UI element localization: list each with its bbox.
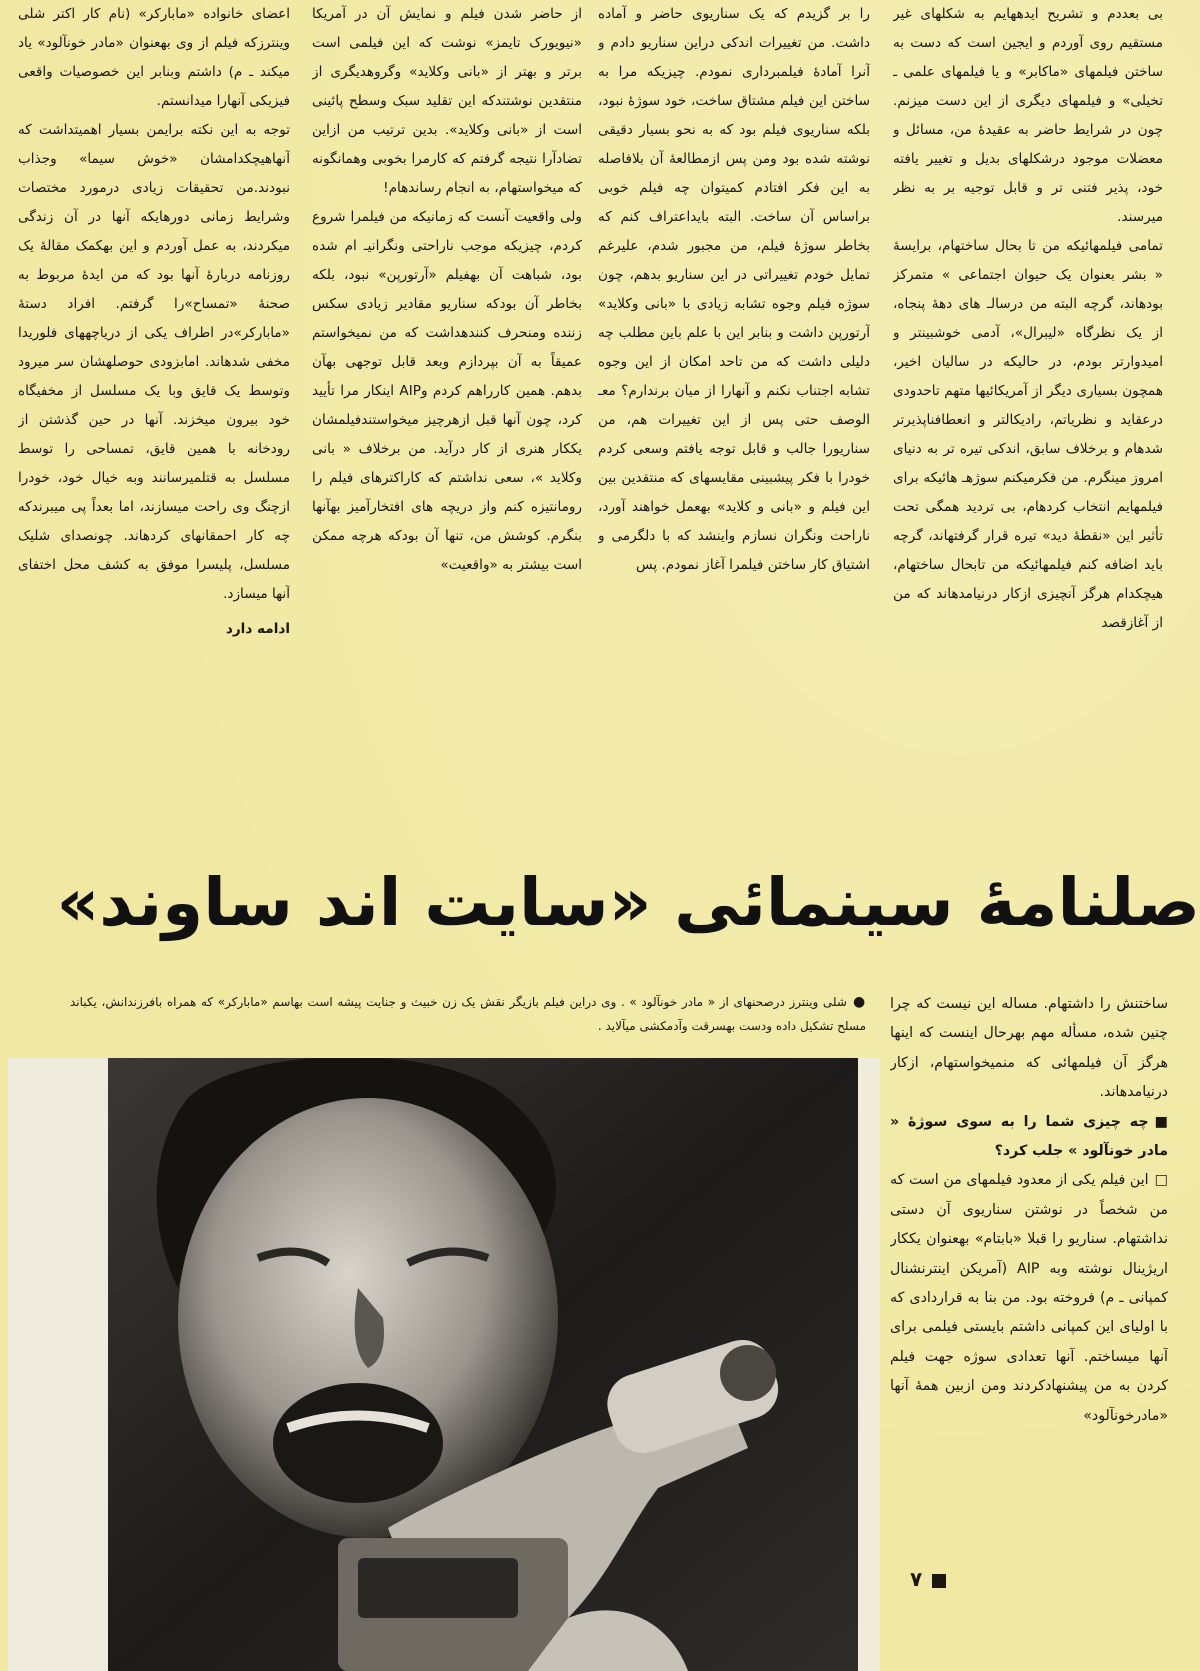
caption-text: شلی وینترز درصحنهای از « مادر خونآلود » . وی دراین فیلم بازیگر نقش یک زن خبیث و جنایت پیشه است بهاسم «مابارکر» که همراه بافرزندانش، یکباند مسلح تشکیل داده ودست بهسرقت وآدمکشی میآلاید . xyxy=(70,995,866,1033)
paragraph: اعضای خانواده «مابارکر» (نام کار اکتر شلی وینترزکه فیلم از وی بهعنوان «مادر خونآلود» یاد میکند ـ م) داشتم وبنابر این خصوصیات واقعی فیزیکی آنهارا میدانستم. xyxy=(18,6,290,109)
interview-question: ■چه چیزی شما را به سوی سوژهٔ « مادر خونآلود » جلب کرد؟ xyxy=(890,1108,1168,1167)
bullet-icon: ● xyxy=(852,994,867,1010)
square-icon xyxy=(932,1574,946,1588)
paragraph: ولی واقعیت آنست که زمانیکه من فیلمرا شروع کردم، چیزیکه موجب ناراحتی ونگرانیـ ام شده بود، شباهت آن بهفیلم «آرتورپن» نبود، بلکه بخاطر آن بودکه سناریو مقادیر زیادی سکس زننده ومنحرف کنندهداشت که من نمیخواستم عمیقاً به آن بپردازم وبعد قابل توجهی بهآن بدهم. همین کارراهم کردم وAIP اینکار مرا تأیید کرد، چون آنها قبل ازهرچیز میخواستندفیلمشان یککار هنری از کار درآید. من برخلاف « بانی وکلاید »، سعی نداشتم که کاراکترهای فیلم را رومانتیزه کنم واز دریچه های افتخارآمیز بهآنها بنگرم. کوشش من، تنها آن بودکه هرچه ممکن است بیشتر به «واقعیت» xyxy=(312,209,582,573)
woman-with-gun-illustration xyxy=(8,1058,880,1671)
paragraph: ساختنش را داشتهام. مساله این نیست که چرا چنین شده، مسأله مهم بهرحال اینست که اینها هرگز آن فیلمهائی که منمیخواستهام، ازکار درنیامدهاند. xyxy=(890,996,1168,1101)
interview-answer: □این فیلم یکی از معدود فیلمهای من است که من شخصاً در نوشتن سناریوی آن دستی نداشتهام. سناریو را قبلا «بابتام» بهعنوان یککار اریژینال نوشته وبه AIP (آمریکن اینترنشنال کمپانی ـ م) فروخته بود. من بنا به قراردادی که با اولیای این کمپانی داشتم بایستی فیلمی برای آنها میساختم. آنها تعدادی سوژه جهت فیلم کردن به من پیشنهادکردند ومن ازبین همهٔ آنها «مادرخونآلود» xyxy=(890,1166,1168,1431)
paragraph: از حاضر شدن فیلم و نمایش آن در آمریکا «نیویورک تایمز» نوشت که این فیلمی است برتر و بهتر از «بانی وکلاید» وگروهدیگری از منتقدین نوشتندکه این تقلید سبک وسطح پائینی است از «بانی وکلاید». بدین ترتیب من ازاین تضادآرا نتیجه گرفتم که کارمرا بخوبی وهمانگونه که میخواستهام، به انجام رساندهام! xyxy=(312,6,582,196)
filled-square-icon: ■ xyxy=(1154,1113,1168,1130)
continued-note: ادامه دارد xyxy=(225,621,290,637)
text-column-4 xyxy=(18,0,290,850)
text-column-1 xyxy=(893,0,1163,850)
photo-caption xyxy=(70,990,866,1038)
paragraph: تمامی فیلمهائیکه من تا بحال ساختهام، برایسهٔ « بشر بعنوان یک حیوان اجتماعی » متمرکز بودهاند، گرچه البته من درسالـ های دههٔ پنجاه، از یک نظرگاه «لیبرال»، آدمی خوشبینتر و امیدوارتر بودم، در حالیکه در سالیان اخیر، همچون بسیاری دیگر از آمریکائیها متهم تاحدودی درعقاید و نظریاتم، رادیکالتر و انعطافناپذیرتر شدهام و برخلاف سابق، اندکی تیره تر به دنیای امروز مینگرم. من فکرمیکنم سوژهـ هائیکه برای فیلمهایم انتخاب کردهام، بی تردید همگی تحت تأثیر این «نقطهٔ دید» تیره قرار گرفتهاند، گرچه باید اضافه کنم فیلمهائیکه من تابحال ساختهام، هیچکدام هرگز آنچیزی ازکار درنیامدهاند که من از آغازقصد xyxy=(893,238,1163,631)
paragraph: را بر گزیدم که یک سناریوی حاضر و آماده داشت. من تغییرات اندکی دراین سناریو دادم و آنرا آمادهٔ فیلمبرداری نمودم. چیزیکه مرا به ساختن این فیلم مشتاق ساخت، خود سوژهٔ نبود، بلکه سناریوی فیلم بود که به نحو بسیار دقیقی نوشته شده بود ومن پس ازمطالعهٔ آن بلافاصله به این فکر افتادم کمیتوان چه فیلم خوبی براساس آن ساخت. البته بایداعتراف کنم که بخاطر سوژهٔ فیلم، من مجبور شدم، علیرغم تمایل خودم تغییراتی در این سناریو بدهم، چون سوژه فیلم وجوه تشابه زیادی با «بانی وکلاید» آرتورپن داشت و بنابر این با علم باین مطلب چه دلیلی داشت که من تاحد امکان از این وجوه تشابه اجتناب نکنم و آنهارا از میان برندارم؟ معـ الوصف حتی پس از این تغییرات هم، من سناریورا جالب و قابل توجه یافتم وسعی کردم خودرا با فکر پیشبینی مقایسهای که منتقدین بین این فیلم و «بانی و کلاید» بهعمل خواهند آورد، ناراحت ونگران نسازم واینشد که با دلگرمی و اشتیاق کار ساختن فیلمرا آغاز نمودم. پس xyxy=(598,6,870,573)
interview-column xyxy=(890,990,1168,1590)
text-column-2 xyxy=(598,0,870,850)
paragraph: توجه به این نکته برایمن بسیار اهمیتداشت که آنهاهیچکدامشان «خوش سیما» وجذاب نبودند.من تحقیقات زیادی درمورد مختصات وشرایط زمانی دورهایکه آنها در آن زندگی میکردند، به عمل آوردم و این بهکمک مقالهٔ یک روزنامه دربارهٔ آنها بود که من ایدهٔ مربوط به صحنهٔ «تمساح»را گرفتم. افراد دستهٔ «مابارکر»در اطراف یکی از دریاچههای فلوریدا مخفی شدهاند. امابزودی حوصلهشان سر میرود وتوسط یک قایق وبا یک مسلسل از مخفیگاه خود بیرون میخزند. آنها در حین گذشتن از رودخانه با همین قایق، تمساحی را توسط مسلسل به قتلمیرسانند وبه خیال خود، خودرا ازچنگ وی راحت میسازند، اما بعداً پی میبرندکه چه کار احمقانهای کردهاند. چونصدای شلیک مسلسل، پلیسرا موفق به کشف محل اختفای آنها میسازد. xyxy=(18,122,290,602)
film-still-photo xyxy=(8,1058,880,1671)
paragraph: بی بعددم و تشریح ایدههایم به شکلهای غیر مستقیم روی آوردم و ایجین است که دست به ساختن فیلمهای «ماکابر» و یا فیلمهای علمی ـ تخیلی» و فیلمهای دیگری از این دست میزنم. چون در شرایط حاضر به عقیدهٔ من، مسائل و معضلات موجود درشکلهای بدیل و تغییر یافته خود، پذیر فتنی تر و قابل توجیه بر به نظر میرسند. xyxy=(893,6,1163,225)
empty-square-icon: □ xyxy=(1154,1172,1168,1189)
page-number: ۷ xyxy=(910,1566,946,1592)
article-title: صلنامهٔ سینمائی «سایت اند ساوند» xyxy=(56,864,1200,941)
text-column-3 xyxy=(312,0,582,850)
